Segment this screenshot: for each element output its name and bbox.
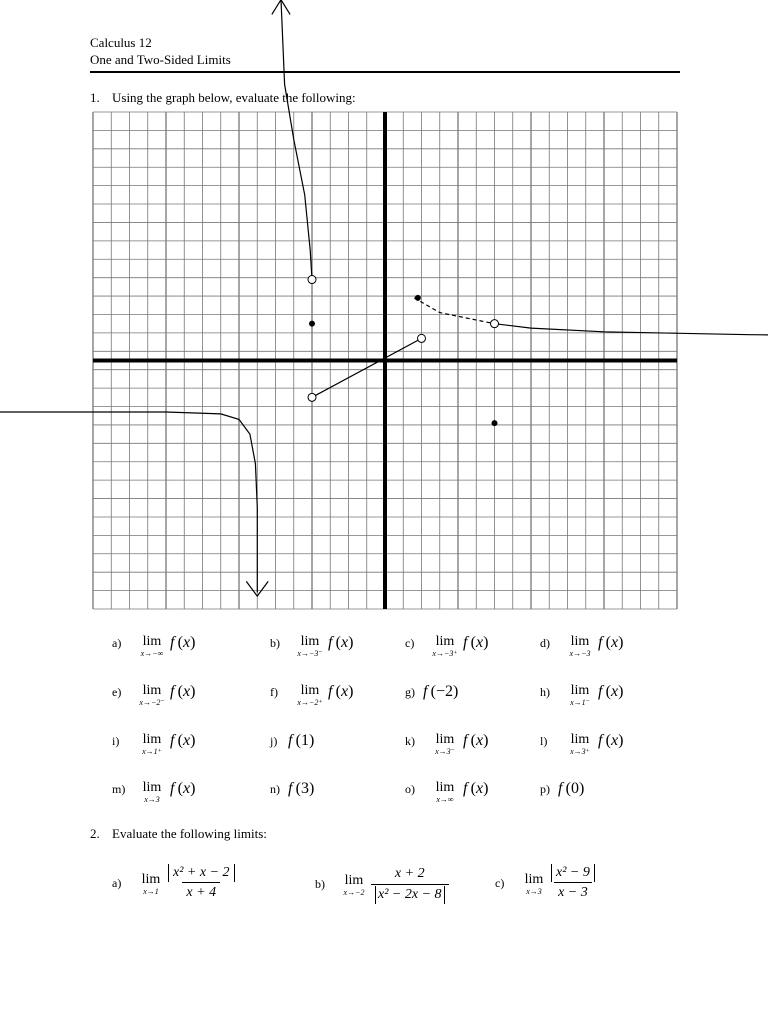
- item-letter: m): [112, 782, 126, 796]
- denominator: x − 3: [554, 882, 592, 903]
- denominator-absolute-value: x² − 2x − 8: [375, 886, 445, 904]
- numerator: x² + x − 2: [168, 864, 235, 882]
- closed-point: [492, 420, 498, 426]
- limit-operator: [294, 633, 326, 658]
- fraction: [551, 864, 595, 903]
- item-letter: l): [540, 734, 548, 748]
- numerator: x + 2: [394, 866, 425, 881]
- function-value: f (0): [558, 780, 585, 797]
- limit-operator: [429, 731, 461, 756]
- closed-point: [415, 295, 421, 301]
- question-2-text: Evaluate the following limits:: [112, 826, 267, 841]
- denominator: x + 4: [182, 882, 220, 903]
- question-2: [90, 826, 267, 842]
- function-argument: −2: [435, 683, 454, 700]
- function-argument: 0: [570, 780, 579, 797]
- function-expression: f (x): [170, 634, 196, 651]
- limit-operator: [564, 731, 596, 756]
- axes: [93, 112, 677, 609]
- limit-subscript: x→−3⁺: [432, 649, 458, 658]
- limit-expression: [495, 864, 595, 903]
- limit-operator: [429, 779, 461, 804]
- limit-expression: [315, 864, 449, 905]
- limit-subscript: x→−2⁻: [139, 698, 165, 707]
- function-expression: f (x): [328, 634, 354, 651]
- limit-word: lim: [435, 634, 455, 649]
- function-expression: f (x): [328, 683, 354, 700]
- function-expression: f (x): [463, 780, 489, 797]
- upper-branch-curve: [281, 0, 312, 279]
- limit-word: lim: [435, 732, 455, 747]
- limit-operator: [136, 779, 168, 804]
- function-expression: f (x): [463, 732, 489, 749]
- limit-subscript: x→1⁻: [570, 698, 590, 707]
- limit-subscript: x→3: [144, 795, 160, 804]
- limit-subscript: x→3⁺: [570, 747, 590, 756]
- item-letter: o): [405, 782, 415, 796]
- question-1-number: 1.: [90, 90, 100, 105]
- item-letter: a): [112, 636, 122, 650]
- limit-operator: [294, 682, 326, 707]
- limit-word: lim: [142, 683, 162, 698]
- limit-word: lim: [141, 872, 161, 887]
- function-value: f (−2): [423, 683, 459, 700]
- limit-operator: [136, 682, 168, 707]
- limit-word: lim: [142, 634, 162, 649]
- function-expression: f (x): [170, 732, 196, 749]
- fraction: [168, 864, 235, 903]
- function-expression: f (x): [598, 634, 624, 651]
- limit-operator: [136, 731, 168, 756]
- limit-subscript: x→1⁺: [142, 747, 162, 756]
- limit-operator: [429, 633, 461, 658]
- left-branch-curve: [0, 412, 257, 592]
- open-point: [491, 320, 499, 328]
- limit-word: lim: [300, 634, 320, 649]
- item-letter: e): [112, 685, 122, 699]
- topic-title: One and Two-Sided Limits: [90, 52, 231, 67]
- question-1-text: Using the graph below, evaluate the following:: [112, 90, 356, 105]
- function-expression: f (x): [598, 732, 624, 749]
- limit-subscript: x→1: [143, 887, 159, 896]
- function-argument: 3: [300, 780, 309, 797]
- function-expression: f (x): [170, 780, 196, 797]
- limit-operator: [339, 872, 369, 897]
- item-letter: c): [495, 876, 505, 890]
- item-letter: c): [405, 636, 415, 650]
- limit-subscript: x→3⁻: [435, 747, 455, 756]
- numerator: x² − 9: [551, 864, 595, 882]
- limit-subscript: x→3: [526, 887, 542, 896]
- item-letter: a): [112, 876, 122, 890]
- limit-word: lim: [344, 873, 364, 888]
- function-value: f (3): [288, 780, 315, 797]
- item-letter: i): [112, 734, 120, 748]
- limit-subscript: x→−3: [569, 649, 591, 658]
- limit-subscript: x→−2⁺: [297, 698, 323, 707]
- function-expression: f (x): [598, 683, 624, 700]
- item-letter: g): [405, 685, 415, 699]
- limit-word: lim: [300, 683, 320, 698]
- item-letter: b): [315, 877, 325, 891]
- function-value: f (1): [288, 732, 315, 749]
- item-letter: b): [270, 636, 280, 650]
- right-branch-curve: [495, 324, 768, 337]
- question-2-number: 2.: [90, 826, 100, 841]
- limit-subscript: x→−2: [343, 888, 365, 897]
- denominator: [371, 884, 449, 905]
- dashed-piece: [414, 298, 494, 324]
- limit-operator: [136, 871, 166, 896]
- function-expression: f (x): [170, 683, 196, 700]
- limit-word: lim: [142, 780, 162, 795]
- item-letter: k): [405, 734, 415, 748]
- limit-operator: [564, 633, 596, 658]
- open-point: [418, 334, 426, 342]
- limit-word: lim: [524, 872, 544, 887]
- course-title: Calculus 12: [90, 35, 152, 50]
- function-expression: f (x): [463, 634, 489, 651]
- limit-operator: [136, 633, 168, 658]
- item-letter: j): [270, 734, 278, 748]
- limit-subscript: x→−3⁻: [297, 649, 323, 658]
- item-letter: d): [540, 636, 550, 650]
- limit-word: lim: [435, 780, 455, 795]
- limit-expression: [112, 864, 235, 903]
- limit-word: lim: [570, 634, 590, 649]
- limit-word: lim: [142, 732, 162, 747]
- limit-word: lim: [570, 732, 590, 747]
- limit-operator: [564, 682, 596, 707]
- item-letter: f): [270, 685, 278, 699]
- item-letter: n): [270, 782, 280, 796]
- open-point: [308, 393, 316, 401]
- fraction: [371, 864, 449, 905]
- limit-subscript: x→−∞: [140, 649, 164, 658]
- item-letter: p): [540, 782, 550, 796]
- function-argument: 1: [300, 732, 309, 749]
- limit-operator: [519, 871, 549, 896]
- closed-point: [309, 321, 315, 327]
- limit-word: lim: [570, 683, 590, 698]
- limit-subscript: x→∞: [436, 795, 454, 804]
- item-letter: h): [540, 685, 550, 699]
- open-point: [308, 276, 316, 284]
